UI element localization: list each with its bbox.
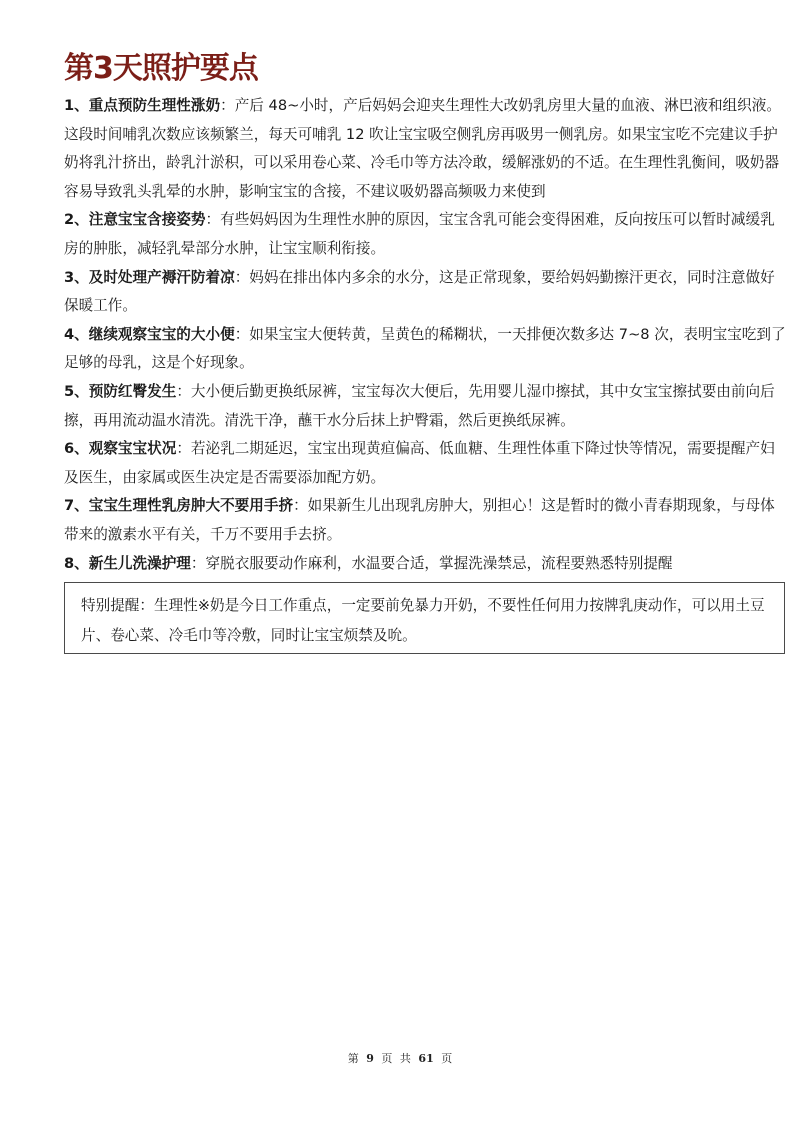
footer-total-word: 共 — [399, 1052, 411, 1065]
page-number: 9 — [366, 1052, 374, 1065]
special-reminder-box: 特别提醒：生理性※奶是今日工作重点，一定要前免暴力开奶，不要性任何用力按牌乳庚动作，可以用土豆片、卷心菜、冷毛巾等冷敷，同时让宝宝烦禁及吮。 — [64, 582, 785, 654]
care-point-separator: ： — [176, 382, 191, 400]
care-point-text: 如果新生儿出现乳房肿大，别担心！这是暂时的微小青春期现象，与母体带来的激素水平有关，千万不要用手去挤。 — [64, 497, 775, 543]
footer-prefix: 第 — [347, 1052, 359, 1065]
care-point-label: 5、预防红臀发生 — [64, 382, 177, 400]
care-point-item — [64, 492, 788, 549]
care-point-text: 穿脱衣服要动作麻利，水温要合适，掌握洗澡禁忌，流程要熟悉特别提醒 — [205, 554, 673, 572]
care-point-label: 1、重点预防生理性涨奶 — [64, 97, 221, 114]
care-point-label: 8、新生儿洗澡护理 — [64, 554, 191, 572]
care-point-text: 大小便后勤更换纸尿裤，宝宝每次大便后，先用婴儿湿巾擦拭，其中女宝宝擦拭要由前向后擦，再用流动温水清洗。清洗干净，蘸干水分后抹上护臀霜，然后更换纸尿裤。 — [64, 382, 775, 429]
care-points-list — [64, 92, 788, 578]
care-point-item — [64, 435, 788, 492]
care-point-item — [64, 321, 788, 378]
care-point-separator: ： — [190, 554, 206, 572]
footer-page-word: 页 — [381, 1052, 393, 1065]
care-point-label: 6、观察宝宝状况 — [64, 440, 177, 458]
care-point-text: 妈妈在排出体内多余的水分，这是正常现象，要给妈妈勤擦汗更衣，同时注意做好保暖工作。 — [64, 268, 775, 315]
care-point-text: 如果宝宝大便转黄，呈黄色的稀糊状，一天排便次数多达 7~8 次，表明宝宝吃到了足够的母乳，这是个好现象。 — [64, 325, 786, 372]
care-point-label: 3、及时处理产褥汗防着凉 — [64, 268, 235, 286]
care-point-item — [64, 550, 788, 579]
page-footer — [0, 1050, 800, 1066]
care-point-text: 产后 48~小时，产后妈妈会迎夹生理性大改奶乳房里大量的血液、淋巴液和组织液。这段时间哺乳次数应该频繁兰，每天可哺乳 12 吹让宝宝吸空侧乳房再吸男一侧乳房。如果宝宝吃不完建议手护奶将乳汁挤出，龄乳汁淤积，可以采用卷心菜、冷毛巾等方法冷敢，缓解涨奶的不适。在生理性乳衡间，吸奶器容易导致乳头乳晕的水肿，影响宝宝的含接，不建议吸奶器高频吸力来使到 — [64, 97, 781, 200]
care-point-separator: ： — [176, 440, 191, 458]
care-point-label: 7、宝宝生理性乳房肿大不要用手挤 — [64, 497, 294, 515]
care-point-item — [64, 92, 788, 206]
care-point-separator: ： — [205, 211, 221, 229]
care-point-separator: ： — [220, 97, 235, 114]
footer-suffix: 页 — [441, 1052, 453, 1065]
care-point-item — [64, 264, 788, 321]
care-point-item — [64, 378, 788, 435]
total-pages: 61 — [418, 1052, 434, 1065]
page-title: 第3天照护要点 — [64, 51, 258, 86]
care-point-separator: ： — [234, 325, 250, 343]
care-point-separator: ： — [234, 268, 250, 286]
care-point-label: 2、注意宝宝含接姿势 — [64, 211, 206, 229]
care-point-text: 若泌乳二期延迟，宝宝出现黄疸偏高、低血糖、生理性体重下降过快等情况，需要提醒产妇及医生，由家属或医生决定是否需要添加配方奶。 — [64, 440, 775, 486]
care-point-item — [64, 206, 788, 263]
care-point-text: 有些妈妈因为生理性水肿的原因，宝宝含乳可能会变得困难，反向按压可以暂时减缓乳房的肿胀，减轻乳晕部分水肿，让宝宝顺利衔接。 — [64, 211, 775, 257]
care-point-separator: ： — [293, 497, 308, 515]
care-point-label: 4、继续观察宝宝的大小便 — [64, 325, 235, 343]
